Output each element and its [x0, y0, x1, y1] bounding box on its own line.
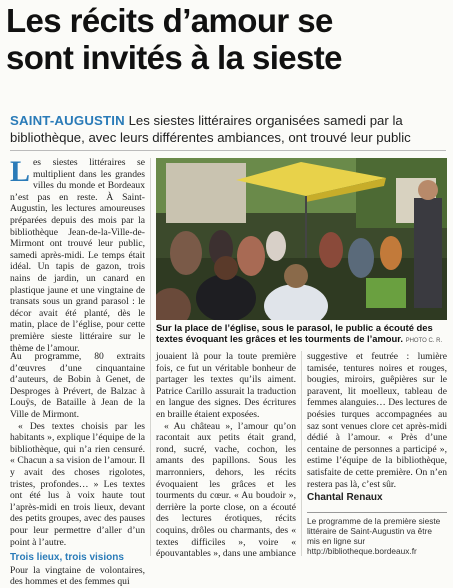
article-paragraph: « Au château », l’amour qu’on racontait aux petits était grand, rond, sucré, vache, cochon, les amants des papillons. Sous les marronniers, dehors, les récits évoquaient les grâces et les tourments du cœur. « Au boudoir », derrière la porte close, on a écouté des lectures érotiques, récits coquins, drôles ou charmants, des « textes difficiles », voire « épouvantables », dans une ambiance — [156, 420, 296, 560]
article-column-3 — [156, 351, 296, 560]
headline-line-1: Les récits d’amour se — [6, 2, 333, 39]
lede-divider — [10, 150, 446, 151]
article-paragraph: suggestive et feutrée : lumière tamisée, tentures noires et rouges, bougies, miroirs, guêpières sur le paravent, lit moelleux, tableau de femmes alanguies… Des lectures de poésies turques accompagnées au saz sont venues clore cet après-midi dédié à l’amour. « Près d’une centaine de personnes a participé », estime l’équipe de la bibliothèque, satisfaite de cette première. On n’en restera pas là, c’est sûr. — [307, 351, 447, 490]
author-byline: Chantal Renaux — [307, 492, 383, 504]
location-kicker: SAINT-AUGUSTIN — [10, 113, 125, 128]
headline — [6, 2, 448, 76]
article-paragraph: Au programme, 80 extraits d’œuvres d’une cinquantaine d’auteurs, de Bobin à Genet, de Desproges à Prévert, de Balzac à Louÿs, de Bataille à Jean de la Ville de Mirmont. — [10, 351, 145, 420]
lede-text: Les siestes littéraires organisées samedi par la bibliothèque, avec leurs différentes ambiances, ont trouvé leur public — [10, 113, 411, 145]
headline-line-2: sont invités à la sieste — [6, 39, 342, 76]
article-column-2 — [10, 351, 145, 588]
column-divider — [150, 158, 151, 556]
drop-cap: L — [10, 155, 31, 188]
article-column-1 — [10, 157, 145, 354]
article-paragraph: Les siestes littéraires se multiplient dans les grandes villes du monde et Bordeaux n’est pas en reste. À Saint-Augustin, les lectures amoureuses préparées depuis des mois par la bibliothèque Jean-de-la-Ville-de-Mirmont ont trouvé leur public, samedi après-midi. Le temps était idéal. Un tapis de gazon, trois nains de jardin, un canard en plastique jaune et une vingtaine de transats sous un grand parasol : le décor avait été planté, dès le matin, place de l’église, pour cette première sieste littéraire sur le thème de l’amour. — [10, 155, 145, 354]
photo-credit: PHOTO C. R. — [405, 338, 443, 344]
lede — [10, 112, 446, 146]
info-box: Le programme de la première sieste littéraire de Saint-Augustin va être mis en ligne sur http://bibliotheque.bordeaux.fr — [307, 512, 447, 556]
section-subhead: Trois lieux, trois visions — [10, 552, 124, 564]
article-paragraph: jouaient là pour la toute première fois, ce fut un véritable bonheur de partager les textes qu’ils aiment. Patrice Carillo assurait la traduction en langue des signes. Des écritures en braille étaient exposées. — [156, 351, 296, 420]
article-paragraph: Pour la vingtaine de volontaires, des hommes et des femmes qui — [10, 564, 145, 588]
article-column-4 — [307, 351, 447, 504]
photo-illustration — [156, 158, 447, 320]
article-photo — [156, 158, 447, 320]
article-paragraph: « Des textes choisis par les habitants », explique l’équipe de la bibliothèque, qui n’a rien censuré. « Chacun a sa vision de l’amour. Il y avait des choses rigolotes, tristes, profondes… » Les textes ont été lus à voix haute tout l’après-midi en trois lieux, devant des petits groupes, avec des pauses pour leur permettre d’aller d’un point à l’autre. — [10, 420, 145, 548]
photo-caption — [156, 322, 447, 347]
caption-text: Sur la place de l’église, sous le parasol, le public a écouté des textes évoquant les grâces et les tourments de l’amour. — [156, 322, 433, 344]
column-divider — [301, 351, 302, 556]
